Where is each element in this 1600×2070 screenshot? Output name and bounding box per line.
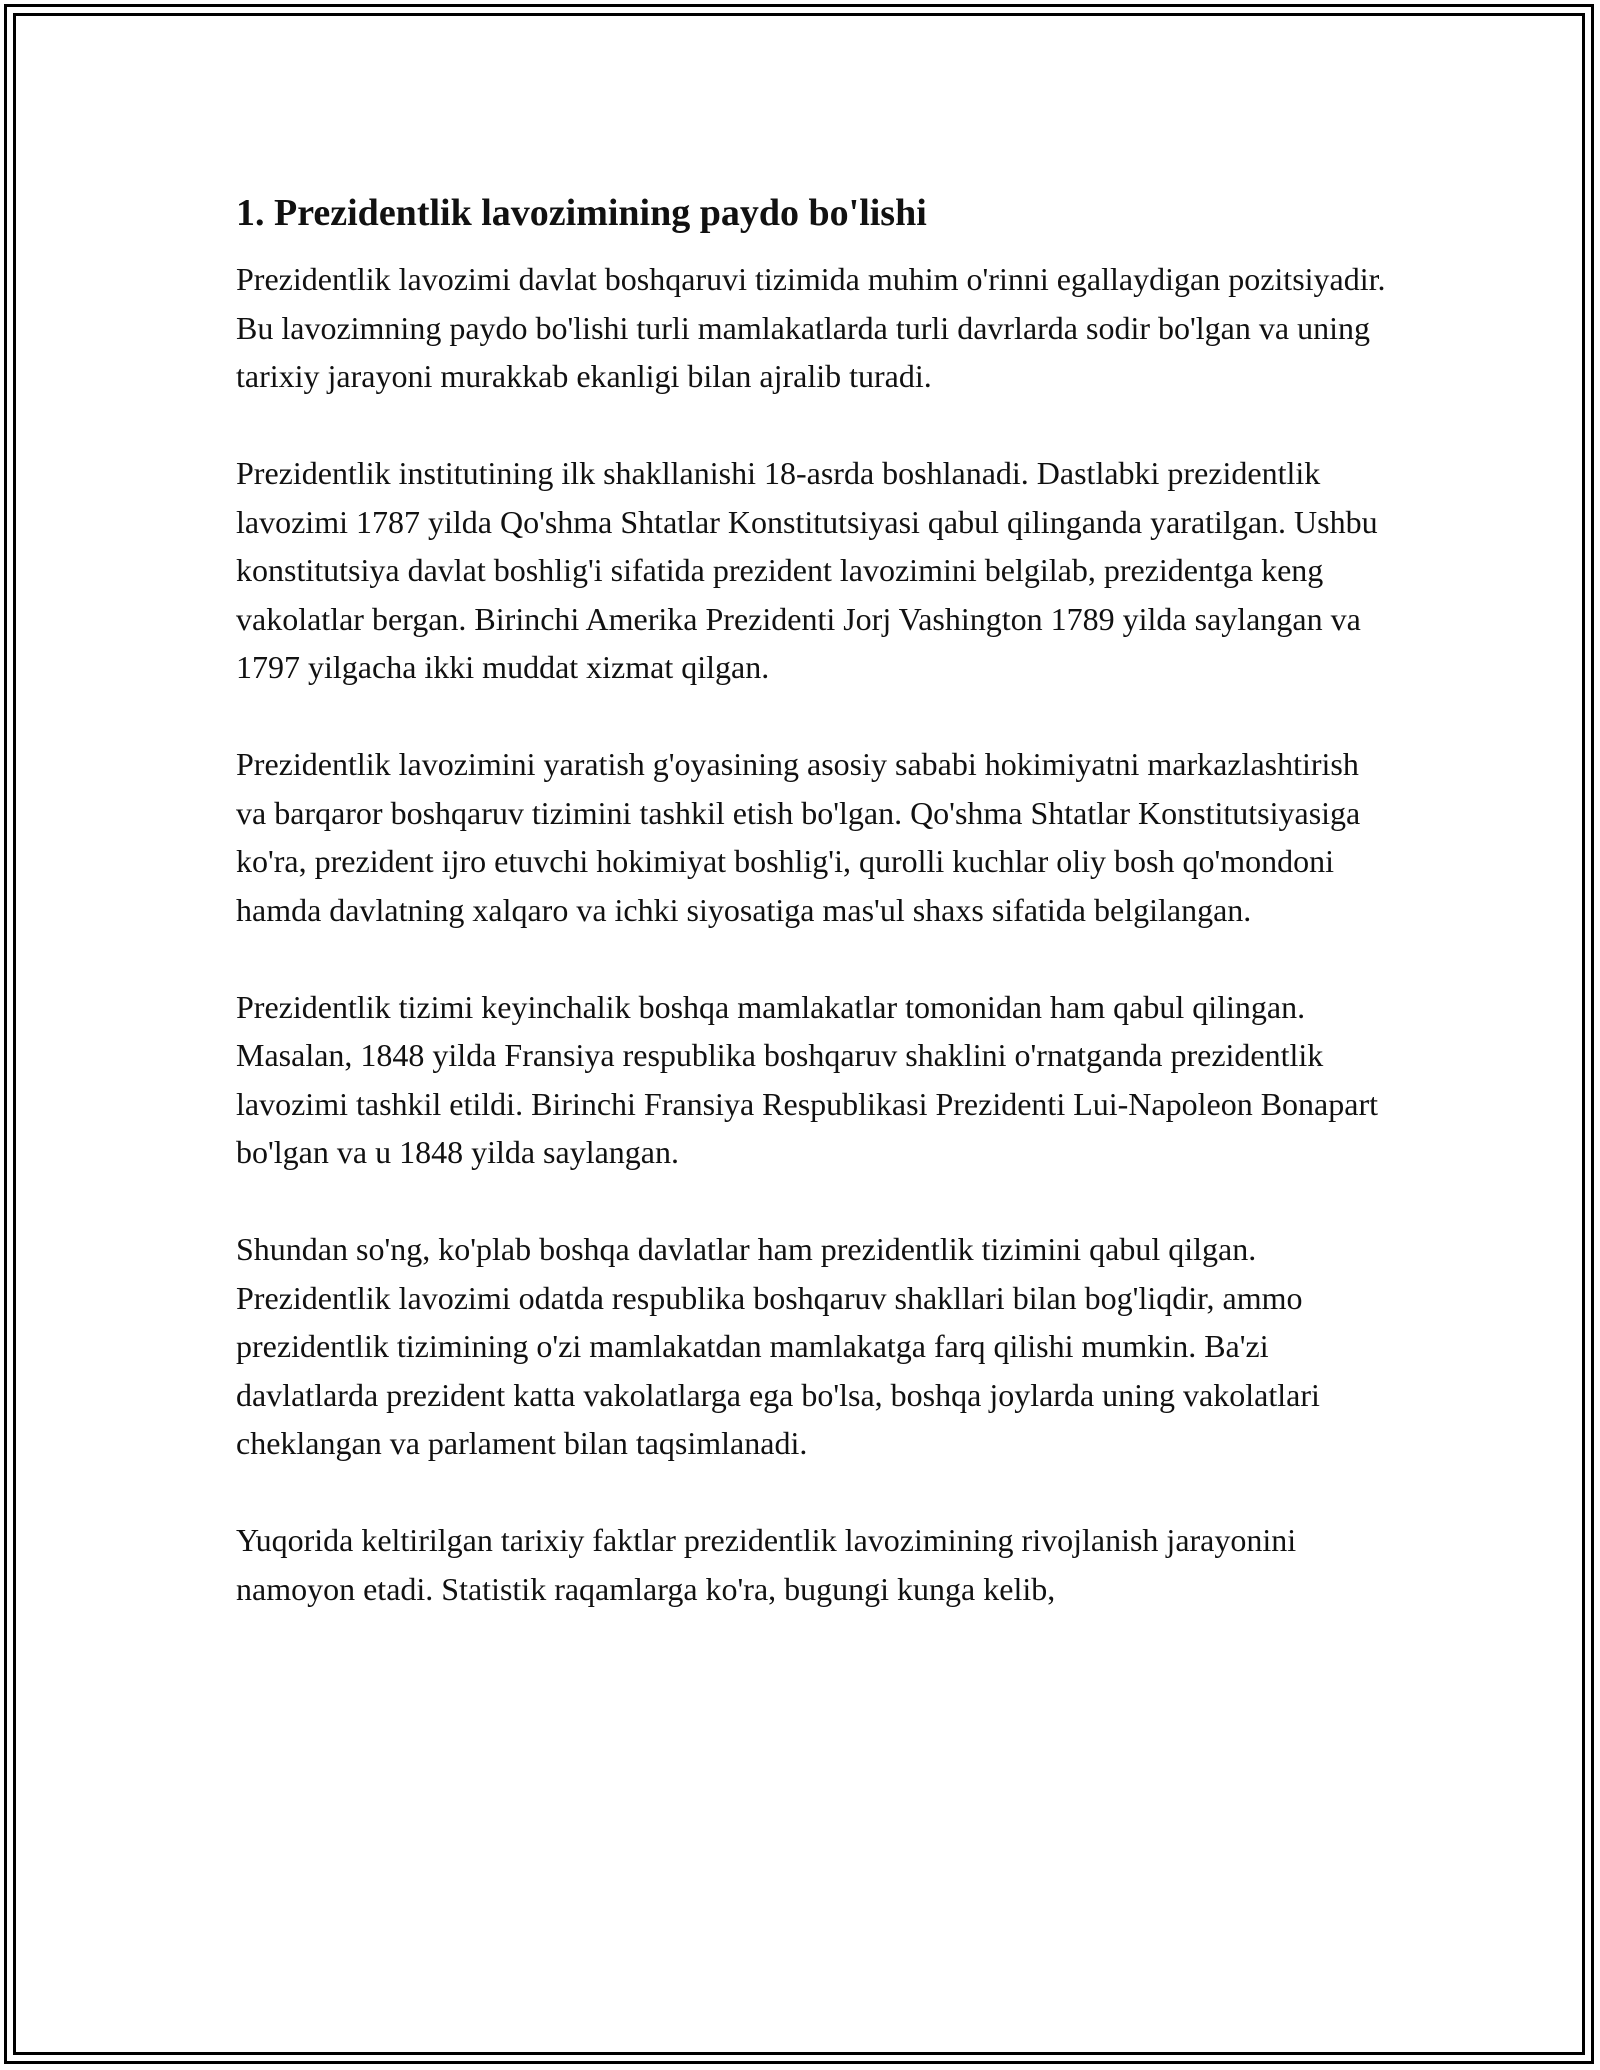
paragraph-4: Prezidentlik tizimi keyinchalik boshqa mamlakatlar tomonidan ham qabul qilingan. Masalan, 1848 yilda Fransiya respublika boshqaruv shaklini o'rnatganda prezidentlik lavozimi tashkil etildi. Birinchi Fransiya Respublikasi Prezidenti Lui-Napoleon Bonapart bo'lgan va u 1848 yilda saylangan. — [236, 988, 1378, 1170]
paragraph-5: Shundan so'ng, ko'plab boshqa davlatlar ham prezidentlik tizimini qabul qilgan. Prezidentlik lavozimi odatda respublika boshqaruv shakllari bilan bog'liqdir, ammo prezidentlik tizimining o'zi mamlakatdan mamlakatga farq qilishi mumkin. Ba'zi davlatlarda prezident katta vakolatlarga ega bo'lsa, boshqa joylarda uning vakolatlari cheklangan va parlament bilan taqsimlanadi. — [236, 1231, 1320, 1461]
paragraph-6: Yuqorida keltirilgan tarixiy faktlar prezidentlik lavozimining rivojlanish jarayonini namoyon etadi. Statistik raqamlarga ko'ra, bugungi kunga kelib, — [236, 1522, 1297, 1607]
paragraph-2: Prezidentlik institutining ilk shakllanishi 18-asrda boshlanadi. Dastlabki prezidentlik lavozimi 1787 yilda Qo'shma Shtatlar Konstitutsiyasi qabul qilinganda yaratilgan. Ushbu konstitutsiya davlat boshlig'i sifatida prezident lavozimini belgilab, prezidentga keng vakolatlar bergan. Birinchi Amerika Prezidenti Jorj Vashington 1789 yilda saylangan va 1797 yilgacha ikki muddat xizmat qilgan. — [236, 455, 1378, 685]
section-heading: 1. Prezidentlik lavozimining paydo bo'lishi — [236, 192, 927, 234]
paragraph-3: Prezidentlik lavozimini yaratish g'oyasining asosiy sababi hokimiyatni markazlashtirish va barqaror boshqaruv tizimini tashkil etish bo'lgan. Qo'shma Shtatlar Konstitutsiyasiga ko'ra, prezident ijro etuvchi hokimiyat boshlig'i, qurolli kuchlar oliy bosh qo'mondoni hamda davlatning xalqaro va ichki siyosatiga mas'ul shaxs sifatida belgilangan. — [236, 746, 1361, 928]
document-body — [236, 185, 1386, 1662]
paragraph-1: Prezidentlik lavozimi davlat boshqaruvi tizimida muhim o'rinni egallaydigan pozitsiyadir. Bu lavozimning paydo bo'lishi turli mamlakatlarda turli davrlarda sodir bo'lgan va uning tarixiy jarayoni murakkab ekanligi bilan ajralib turadi. — [236, 261, 1386, 394]
